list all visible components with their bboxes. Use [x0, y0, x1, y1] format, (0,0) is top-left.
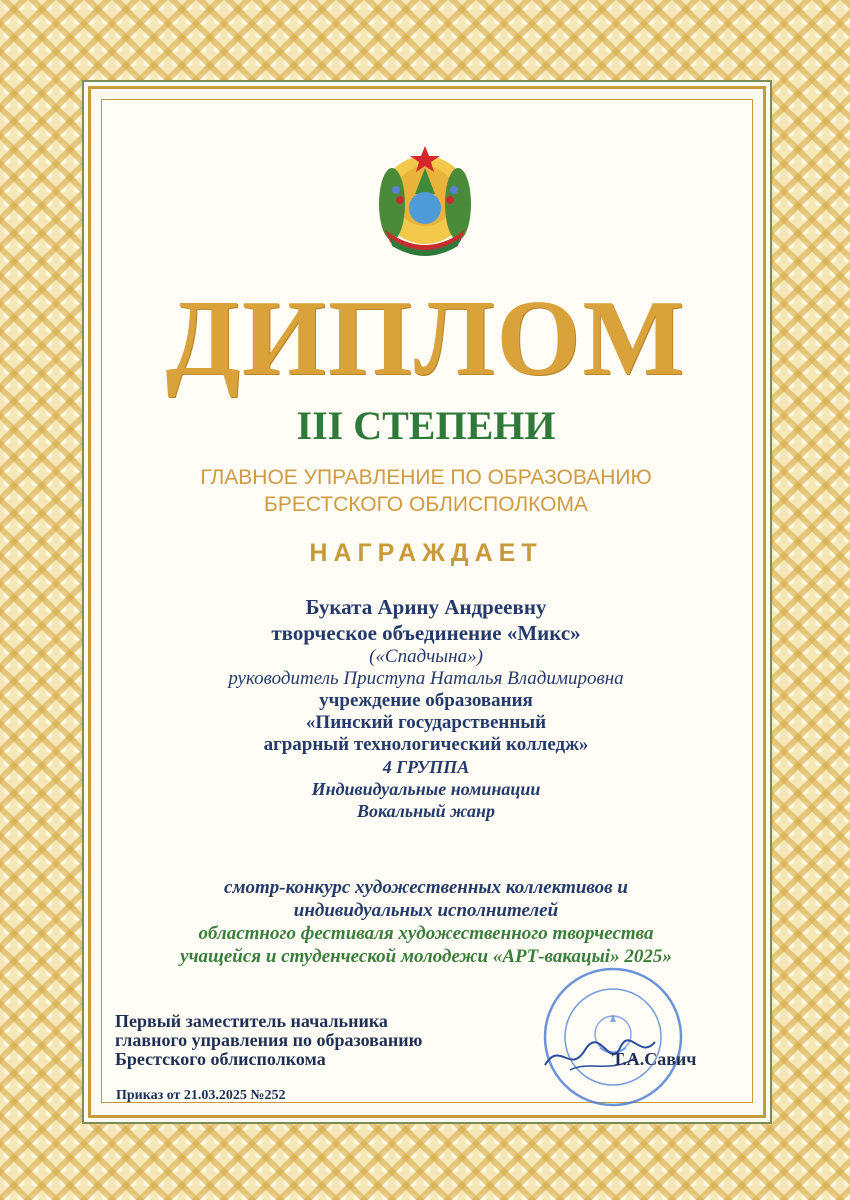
- diploma-degree: III СТЕПЕНИ: [296, 403, 556, 448]
- genre: Вокальный жанр: [356, 801, 496, 821]
- contest-line-3: областного фестиваля художественного творчества: [198, 923, 654, 944]
- contest-line-2: индивидуальных исполнителей: [293, 900, 559, 921]
- institution-line-1: учреждение образования: [319, 690, 533, 711]
- belarus-coat-of-arms-icon: [360, 138, 490, 268]
- recipient-leader: руководитель Приступа Наталья Владимировна: [228, 668, 624, 689]
- signatory-title: [115, 1012, 535, 1069]
- recipient-group-note: («Спадчына»): [369, 646, 483, 667]
- group-number: 4 ГРУППА: [382, 757, 470, 777]
- recipient-block: [101, 594, 751, 822]
- nomination: Индивидуальные номинации: [311, 779, 541, 799]
- organization-line-2: БРЕСТСКОГО ОБЛИСПОЛКОМА: [264, 493, 588, 516]
- awards-label: НАГРАЖДАЕТ: [309, 539, 543, 567]
- signatory-name: Т.А.Савич: [612, 1049, 697, 1069]
- institution-line-3: аграрный технологический колледж»: [263, 734, 589, 755]
- organization-line-1: ГЛАВНОЕ УПРАВЛЕНИЕ ПО ОБРАЗОВАНИЮ: [200, 466, 652, 489]
- order-reference: Приказ от 21.03.2025 №252: [116, 1088, 286, 1103]
- recipient-name: Буката Арину Андреевну: [305, 595, 547, 619]
- contest-block: [101, 876, 751, 968]
- signatory-line-3: Брестского облисполкома: [115, 1049, 326, 1069]
- contest-line-1: смотр-конкурс художественных коллективов и: [224, 877, 628, 898]
- recipient-group: творческое объединение «Микс»: [271, 621, 581, 645]
- contest-line-4: учащейся и студенческой молодежи «АРТ-вакацыі» 2025»: [180, 946, 672, 967]
- diploma-title: ДИПЛОМ: [165, 279, 687, 398]
- institution-line-2: «Пинский государственный: [305, 712, 547, 733]
- issuing-organization: [101, 464, 751, 518]
- signatory-line-1: Первый заместитель начальника: [115, 1011, 388, 1031]
- signatory-line-2: главного управления по образованию: [115, 1030, 423, 1050]
